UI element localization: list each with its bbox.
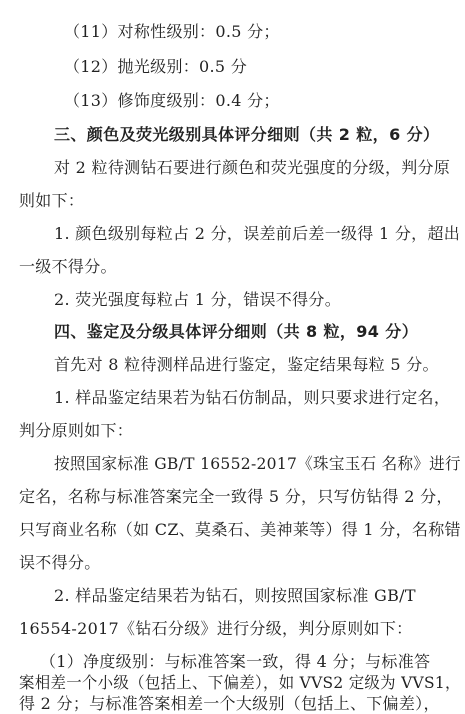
paragraph-line: 16554-2017《钻石分级》进行分级，判分原则如下： [19,619,413,638]
text-line-finish-grade: （13）修饰度级别：0.4 分； [64,91,280,110]
paragraph-line: 只写商业名称（如 CZ、莫桑石、美神莱等）得 1 分，名称错 [19,520,461,539]
paragraph-line: 按照国家标准 GB/T 16552-2017《珠宝玉石 名称》进行 [54,454,461,473]
paragraph-line: 2. 荧光强度每粒占 1 分，错误不得分。 [54,290,342,309]
paragraph-line: 定名，名称与标准答案完全一致得 5 分，只写仿钻得 2 分， [19,487,453,506]
paragraph-line: 则如下： [19,191,85,210]
text-line-symmetry-grade: （11）对称性级别：0.5 分； [64,22,280,41]
text-line-polish-grade: （12）抛光级别：0.5 分 [64,57,248,76]
paragraph-line: 得 2 分；与标准答案相差一个大级别（包括上、下偏差）， [19,694,440,713]
paragraph-line: 案相差一个小级（包括上、下偏差），如 VVS2 定级为 VVS1， [19,673,461,692]
section-heading-identification-grading: 四、鉴定及分级具体评分细则（共 8 粒，94 分） [54,322,419,341]
paragraph-line: 一级不得分。 [19,257,117,276]
section-heading-color-fluorescence: 三、颜色及荧光级别具体评分细则（共 2 粒，6 分） [54,125,440,144]
paragraph-line: 误不得分。 [19,553,101,572]
paragraph-line: 首先对 8 粒待测样品进行鉴定，鉴定结果每粒 5 分。 [54,355,439,374]
paragraph-line: 1. 样品鉴定结果若为钻石仿制品，则只要求进行定名， [54,388,451,407]
paragraph-line: （1）净度级别：与标准答案一致，得 4 分；与标准答 [40,652,431,671]
paragraph-line: 2. 样品鉴定结果若为钻石，则按照国家标准 GB/T [54,586,416,605]
paragraph-line: 对 2 粒待测钻石要进行颜色和荧光强度的分级，判分原 [54,158,451,177]
paragraph-line: 判分原则如下： [19,421,134,440]
paragraph-line: 1. 颜色级别每粒占 2 分，误差前后差一级得 1 分，超出 [54,224,461,243]
